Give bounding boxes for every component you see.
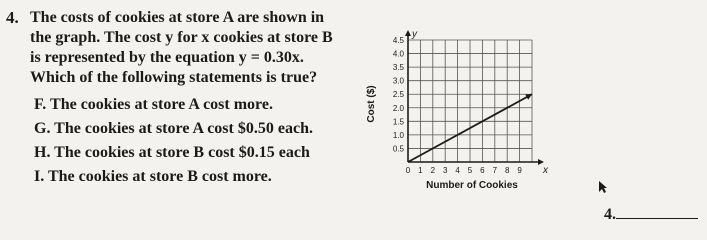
cost-graph-svg [360, 26, 550, 226]
stem-line: The costs of cookies at store A are shown in [30, 9, 325, 26]
x-tick-label: 8 [504, 166, 510, 175]
option-letter: G. [34, 120, 51, 137]
axes [405, 30, 544, 165]
y-tick-label: 3.5 [392, 63, 404, 73]
y-tick-label: 3.0 [392, 76, 404, 86]
question-number: 4. [6, 8, 19, 27]
question-stem [30, 8, 360, 88]
x-axis-label: Number of Cookies [426, 180, 518, 191]
x-tick-label: 2 [430, 166, 436, 175]
option-letter: H. [34, 144, 51, 161]
y-tick-label: 1.5 [392, 117, 404, 127]
option-i[interactable] [34, 168, 272, 186]
answer-label: 4. [604, 206, 616, 223]
y-tick-label: 1.0 [392, 130, 404, 140]
option-text: The cookies at store B cost $0.15 each [54, 144, 310, 161]
y-axis-letter: y [412, 29, 417, 40]
y-axis-label: Cost ($) [366, 85, 377, 123]
option-letter: I. [34, 168, 45, 185]
answer-blank[interactable] [616, 204, 698, 219]
option-text: The cookies at store A cost $0.50 each. [54, 120, 313, 137]
stem-line: Which of the following statements is true? [30, 69, 318, 86]
option-g[interactable] [34, 120, 313, 138]
y-tick-label: 0.5 [392, 144, 404, 154]
x-tick-label: 1 [418, 166, 423, 175]
option-letter: F. [34, 96, 47, 113]
y-axis-arrow-icon [405, 30, 411, 36]
grid [408, 40, 532, 162]
option-text: The cookies at store A cost more. [50, 96, 273, 113]
y-tick-label: 4.5 [392, 36, 404, 45]
y-tick-label: 4.0 [392, 49, 404, 59]
option-f[interactable] [34, 96, 273, 114]
cost-graph [360, 26, 550, 226]
x-tick-label: 4 [455, 166, 460, 175]
option-h[interactable] [34, 144, 310, 162]
stem-line: is represented by the equation y = 0.30x. [30, 49, 304, 66]
mouse-cursor-icon [598, 180, 608, 194]
x-tick-label: 9 [517, 166, 522, 175]
x-tick-label: 5 [467, 166, 473, 175]
x-tick-label: 7 [492, 166, 498, 175]
x-tick-label: 0 [405, 166, 411, 175]
y-tick-label: 2.0 [392, 103, 404, 113]
y-tick-label: 2.5 [392, 90, 404, 100]
option-text: The cookies at store B cost more. [47, 168, 272, 185]
x-tick-label: 3 [442, 166, 448, 175]
stem-line: the graph. The cost y for x cookies at store B [30, 29, 333, 46]
x-axis-letter: x [543, 165, 548, 176]
x-tick-label: 6 [480, 166, 485, 175]
answer-line [604, 204, 698, 224]
